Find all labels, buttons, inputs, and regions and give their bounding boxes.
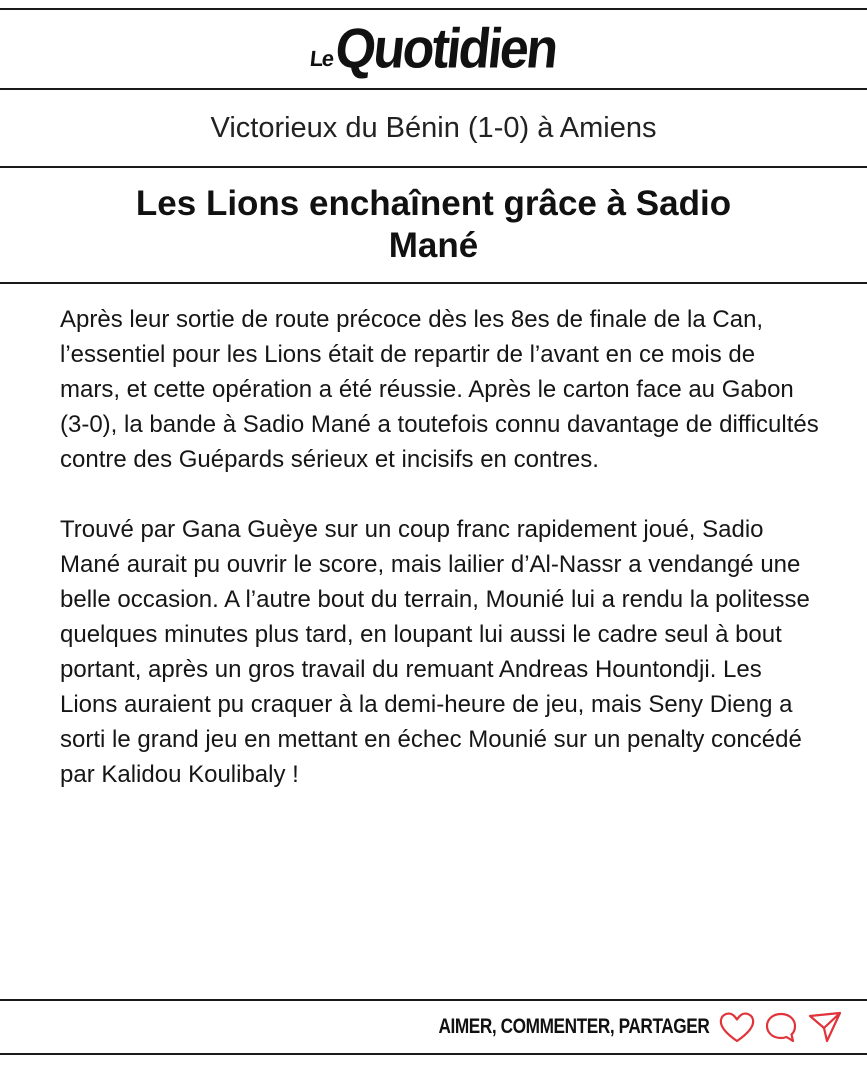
logo-prefix: Le [308, 46, 335, 71]
article-body [60, 302, 820, 827]
bottom-rule [0, 1053, 867, 1055]
footer [0, 1001, 867, 1053]
logo [308, 17, 560, 81]
footer-label: AIMER, COMMENTER, PARTAGER [438, 1015, 709, 1038]
masthead [0, 10, 867, 88]
comment-icon[interactable] [761, 1009, 801, 1045]
logo-main: Quotidien [332, 17, 560, 81]
heart-icon[interactable] [717, 1009, 757, 1045]
share-icon[interactable] [805, 1009, 845, 1045]
paragraph: Trouvé par Gana Guèye sur un coup franc rapidement joué, Sadio Mané aurait pu ouvrir le score, mais lailier d’Al-Nassr a vendangé une belle occasion. A l’autre bout du terrain, Mounié lui a rendu la politesse quelques minutes plus tard, en loupant lui aussi le cadre seul à bout portant, après un gros travail du remuant Andreas Hountondji. Les Lions auraient pu craquer à la demi-heure de jeu, mais Seny Dieng a sorti le grand jeu en mettant en échec Mounié sur un penalty concédé par Kalidou Koulibaly ! [60, 516, 810, 788]
action-icons [717, 1009, 845, 1045]
headline: Les Lions enchaînent grâce à Sadio Mané [135, 184, 732, 265]
paragraph: Après leur sortie de route précoce dès les 8es de finale de la Can, l’essentiel pour les Lions était de repartir de l’avant en ce mois de mars, et cette opération a été réussie. Après le carton face au Gabon (3-0), la bande à Sadio Mané a toutefois connu davantage de difficultés contre des Guépards sérieux et incisifs en contres. [60, 306, 819, 473]
divider [0, 282, 867, 284]
kicker: Victorieux du Bénin (1-0) à Amiens [210, 111, 657, 144]
